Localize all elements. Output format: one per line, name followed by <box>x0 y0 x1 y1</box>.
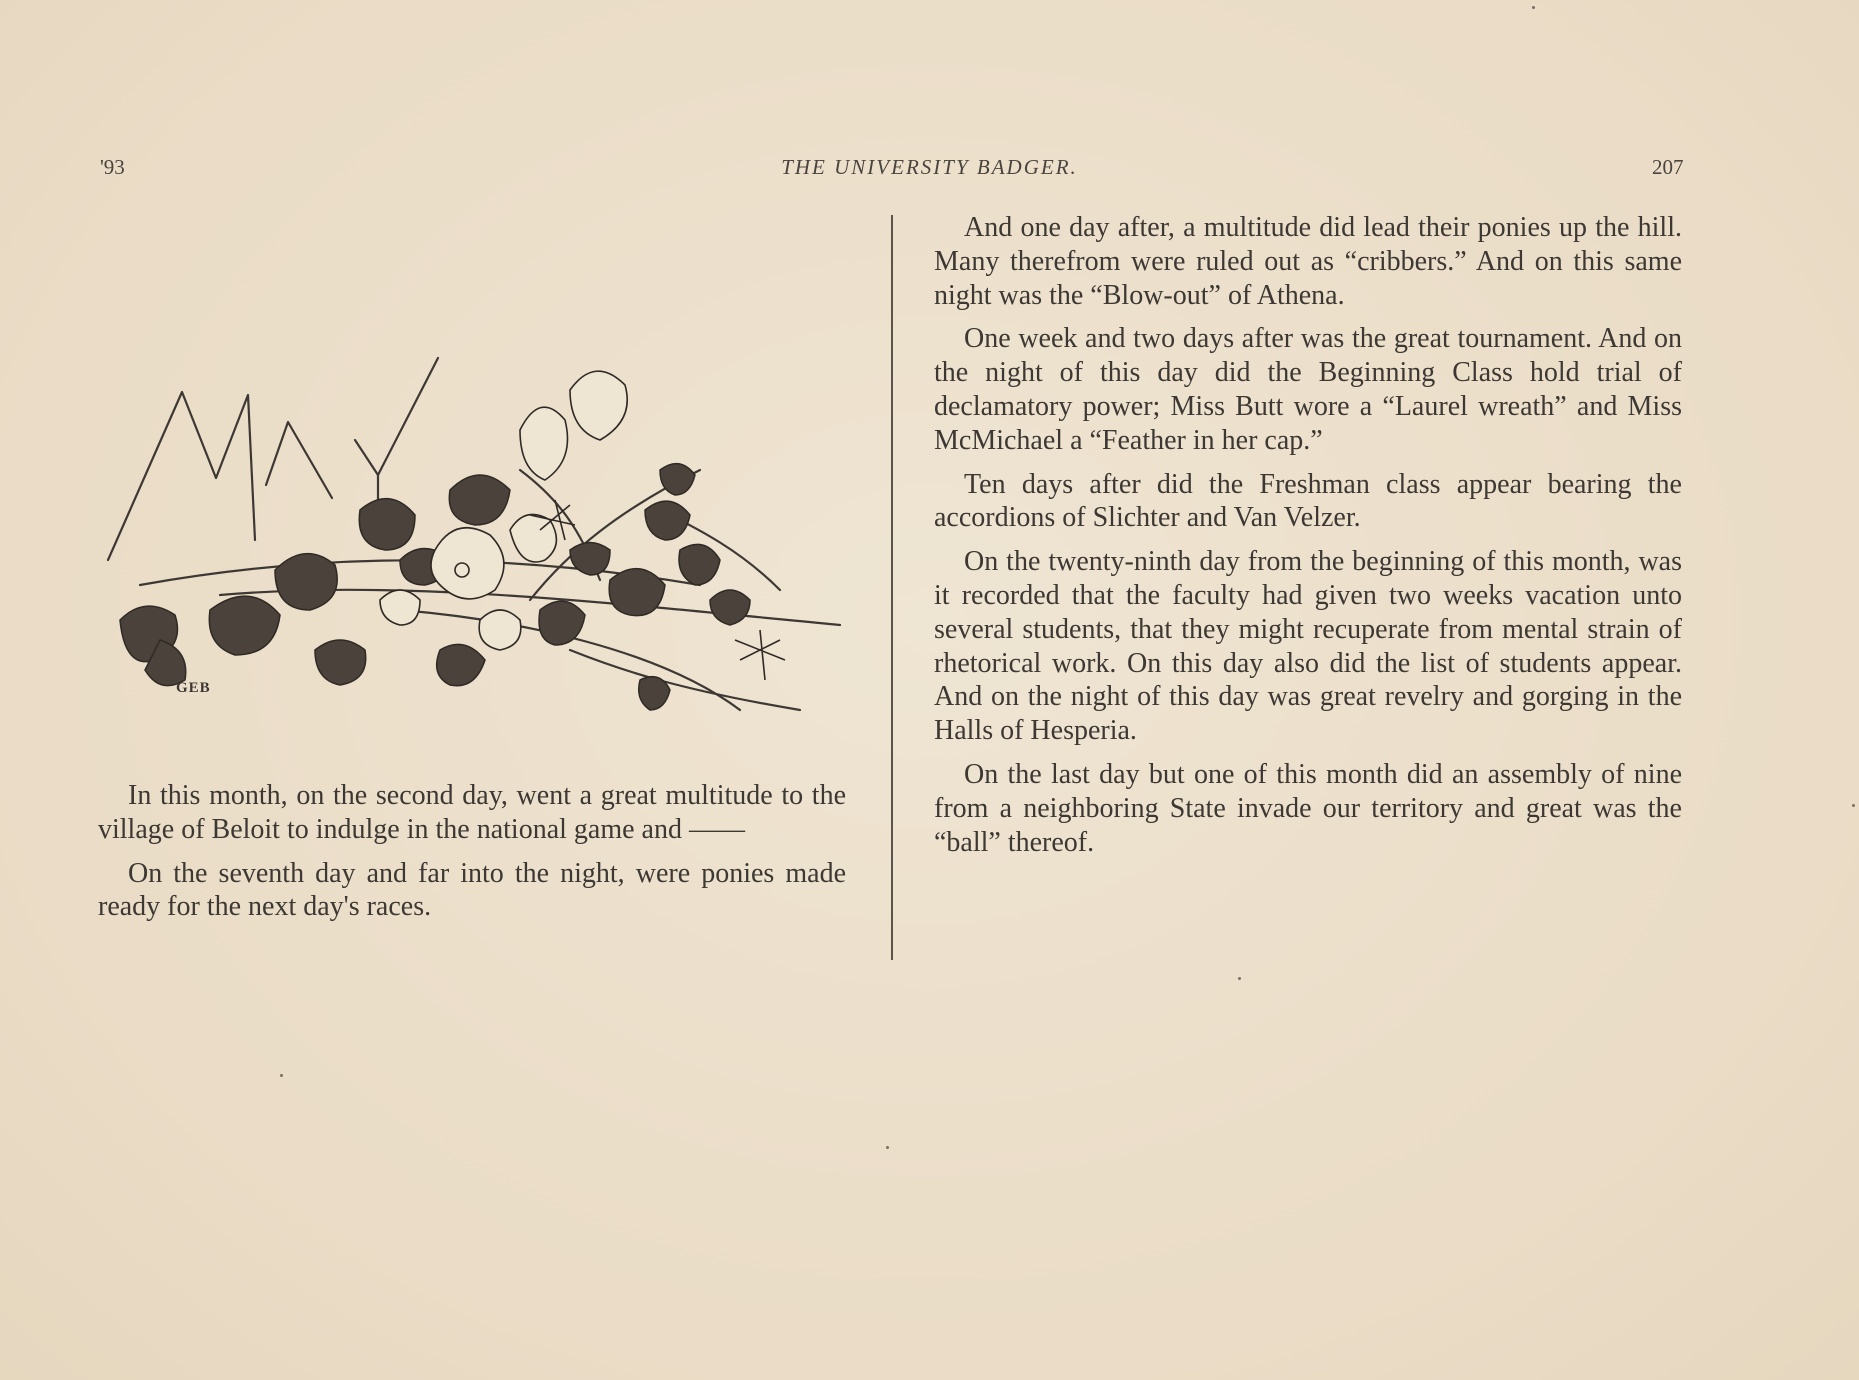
paragraph: One week and two days after was the great tournament. And on the night of this day did the Beginning Class hold trial of declamatory power; Miss Butt wore a “Laurel wreath” and Miss McMichael a “Feather in her cap.” <box>934 323 1682 456</box>
artist-monogram: GEB <box>176 680 211 696</box>
running-head-title: THE UNIVERSITY BADGER. <box>781 155 1078 179</box>
paragraph: On the seventh day and far into the night, were ponies made ready for the next day's races. <box>98 857 846 923</box>
paragraph: And one day after, a multitude did lead their ponies up the hill. Many therefrom were ruled out as “cribbers.” And on this same night was the “Blow-out” of Athena. <box>934 212 1682 311</box>
paper-speck <box>886 1146 889 1149</box>
running-head-year: '93 <box>100 155 125 179</box>
column-divider <box>891 215 893 960</box>
may-flower-illustration <box>100 350 850 730</box>
left-column-text <box>98 779 846 934</box>
right-column-text <box>934 211 1682 869</box>
paper-speck <box>1238 977 1241 980</box>
paragraph: Ten days after did the Freshman class appear bearing the accordions of Slichter and Van Velzer. <box>934 468 1682 534</box>
paragraph: In this month, on the second day, went a great multitude to the village of Beloit to indulge in the national game and —— <box>98 780 846 845</box>
paragraph: On the twenty-ninth day from the beginning of this month, was it recorded that the faculty had given two weeks vacation unto several students, that they might recuperate from mental strain of rhetorical work. On this day also did the list of students appear. And on the night of this day was great revelry and gorging in the Halls of Hesperia. <box>934 546 1682 747</box>
paper-speck <box>1852 804 1855 807</box>
paper-speck <box>1532 6 1535 9</box>
page-number: 207 <box>1652 155 1684 179</box>
paragraph: On the last day but one of this month did an assembly of nine from a neighboring State invade our territory and great was the “ball” thereof. <box>934 758 1682 858</box>
paper-speck <box>280 1074 283 1077</box>
